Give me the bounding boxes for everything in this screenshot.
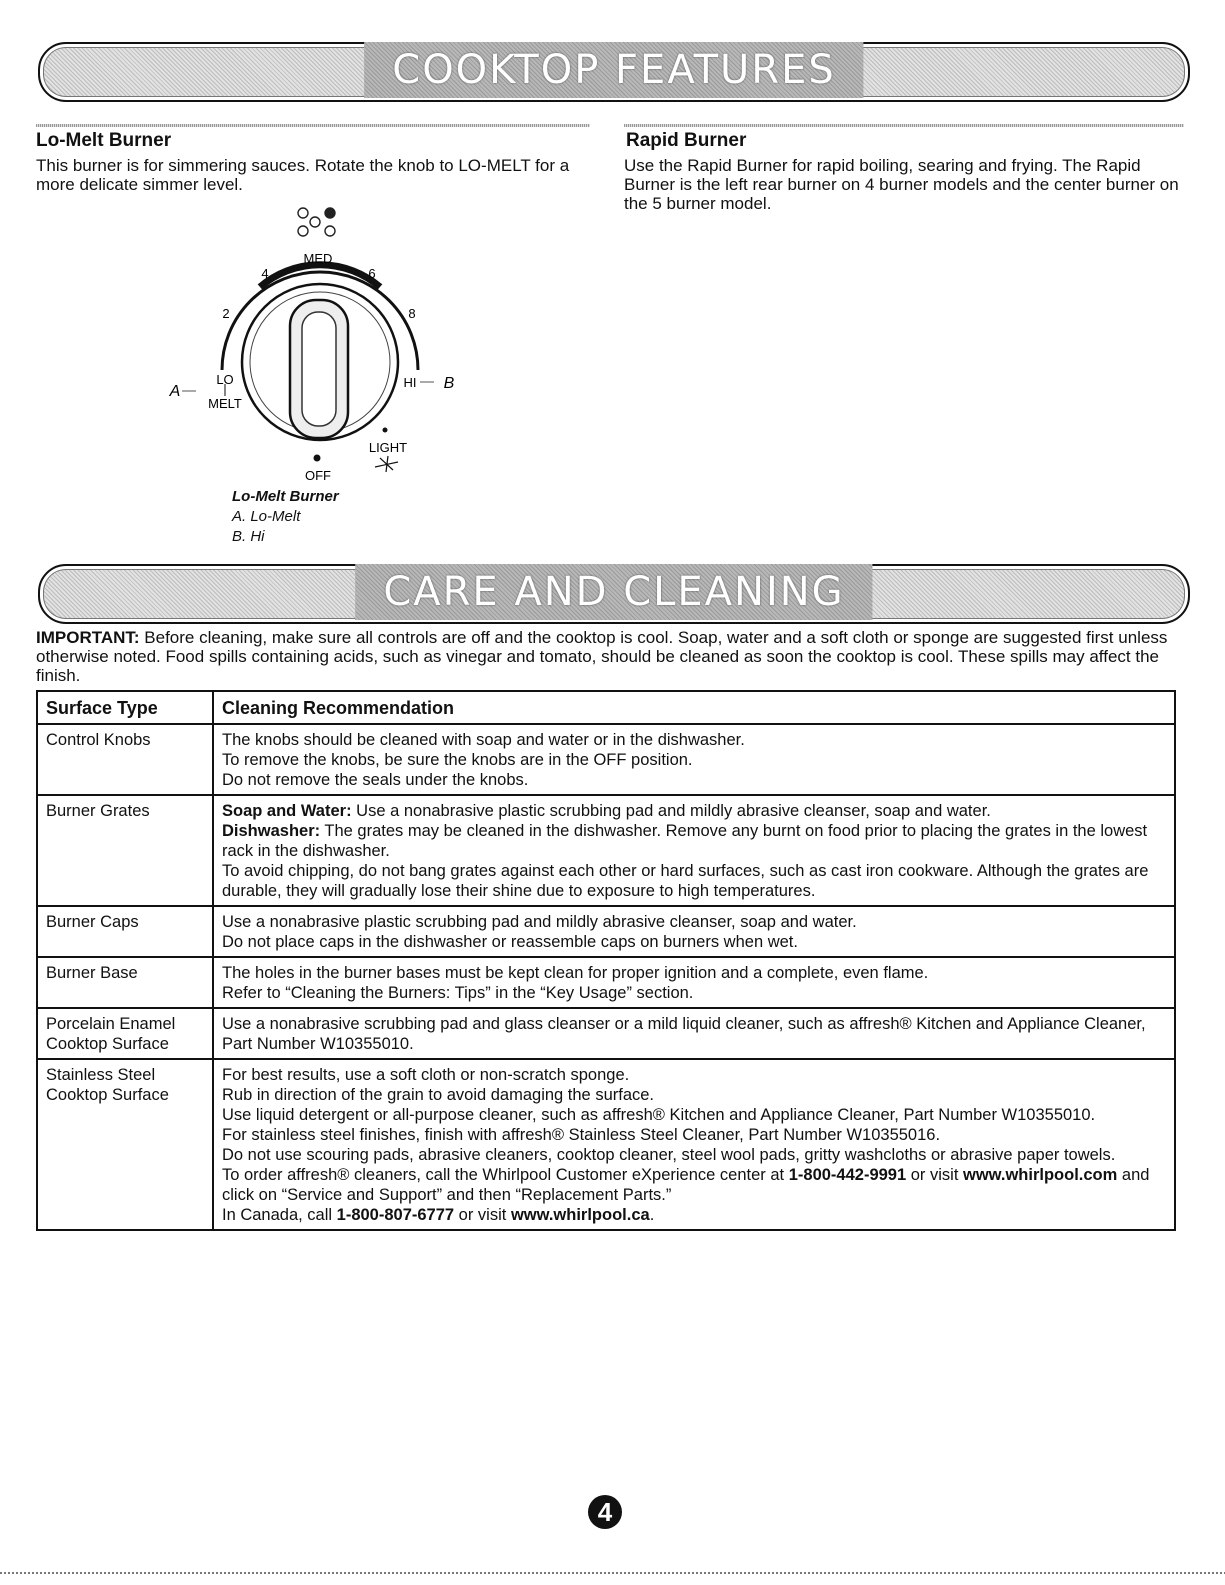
rec-burner-base <box>213 957 1175 1008</box>
table-row <box>37 906 1175 957</box>
rec-control-knobs <box>213 724 1175 795</box>
rec-line: The holes in the burner bases must be kept clean for proper ignition and a complete, even flame. <box>222 964 929 982</box>
label-4: 4 <box>261 266 269 281</box>
rec-burner-grates <box>213 795 1175 906</box>
rec-line: Do not use scouring pads, abrasive cleaners, cooktop cleaner, steel wool pads, gritty washcloths or abrasive paper towels. <box>222 1146 1116 1164</box>
rec-stainless-steel <box>213 1059 1175 1230</box>
care-cleaning-banner <box>38 564 1190 624</box>
rec-line: Do not place caps in the dishwasher or reassemble caps on burners when wet. <box>222 933 798 951</box>
lomelt-paragraph: This burner is for simmering sauces. Rotate the knob to LO-MELT for a more delicate simmer level. <box>36 156 570 194</box>
order-text: and click on “Service and Support” and then “Replacement Parts.” <box>222 1166 1150 1204</box>
canada-text: In Canada, call <box>222 1206 337 1224</box>
label-lo: LO <box>216 372 234 387</box>
cleaning-table <box>36 690 1176 1231</box>
rec-line: Refer to “Cleaning the Burners: Tips” in the “Key Usage” section. <box>222 984 694 1002</box>
label-melt: MELT <box>208 396 242 411</box>
label-light: LIGHT <box>368 440 408 455</box>
rec-line: Use a nonabrasive plastic scrubbing pad and mildly abrasive cleanser, soap and water. <box>222 913 857 931</box>
rec-line: Use liquid detergent or all-purpose cleaner, such as affresh® Kitchen and Appliance Cleaner, Part Number W10355010. <box>222 1106 1096 1124</box>
important-text: Before cleaning, make sure all controls are off and the cooktop is cool. Soap, water and a soft cloth or sponge are suggested first unless otherwise noted. Food spills containing acids, such as vinegar and tomato, should be cleaned as soon the cooktop is cool. These spills may affect the finish. <box>36 628 1168 685</box>
canada-phone-number: 1-800-807-6777 <box>336 1206 455 1224</box>
table-row <box>37 724 1175 795</box>
table-row <box>37 1059 1175 1230</box>
whirlpool-com-link[interactable]: www.whirlpool.com <box>963 1166 1118 1184</box>
page-number: 4 <box>588 1495 622 1529</box>
rec-line <box>222 1205 1166 1225</box>
rec-line: Use a nonabrasive scrubbing pad and glass cleanser or a mild liquid cleaner, such as affresh® Kitchen and Appliance Cleaner, Part Number W10355010. <box>222 1015 1146 1053</box>
surface-control-knobs: Control Knobs <box>37 724 213 795</box>
callout-a: A <box>169 383 181 400</box>
soap-water-text: Use a nonabrasive plastic scrubbing pad and mildly abrasive cleanser, soap and water. <box>351 802 991 820</box>
rec-line: Rub in direction of the grain to avoid damaging the surface. <box>222 1086 655 1104</box>
canada-text: . <box>649 1206 655 1224</box>
rec-porcelain-enamel <box>213 1008 1175 1059</box>
label-med: MED <box>303 251 333 266</box>
surface-porcelain-enamel: Porcelain Enamel Cooktop Surface <box>37 1008 213 1059</box>
spark-icon <box>375 456 398 472</box>
whirlpool-ca-link[interactable]: www.whirlpool.ca <box>510 1206 650 1224</box>
rec-line: The knobs should be cleaned with soap and water or in the dishwasher. <box>222 731 745 749</box>
us-phone-number: 1-800-442-9991 <box>788 1166 907 1184</box>
diagram-caption-a: A. Lo-Melt <box>232 508 301 525</box>
bottom-rule <box>0 1572 1225 1574</box>
order-text: To order affresh® cleaners, call the Whirlpool Customer eXperience center at <box>222 1166 789 1184</box>
rec-line: For stainless steel finishes, finish with affresh® Stainless Steel Cleaner, Part Number W10355016. <box>222 1126 941 1144</box>
rec-line: To remove the knobs, be sure the knobs are in the OFF position. <box>222 751 693 769</box>
surface-burner-base: Burner Base <box>37 957 213 1008</box>
rec-burner-caps <box>213 906 1175 957</box>
dishwasher-label: Dishwasher: <box>222 822 321 840</box>
burner-location-icon <box>298 208 335 236</box>
cooktop-features-title: COOKTOP FEATURES <box>364 42 863 98</box>
rec-line <box>222 1165 1166 1205</box>
cooktop-features-banner <box>38 42 1190 102</box>
rapid-heading: Rapid Burner <box>626 130 747 151</box>
important-label: IMPORTANT: <box>36 628 140 647</box>
callout-b: B <box>443 375 455 392</box>
diagram-caption-title: Lo-Melt Burner <box>232 488 339 505</box>
rec-line <box>222 821 1166 861</box>
label-8: 8 <box>408 306 416 321</box>
table-header-row <box>37 691 1175 724</box>
table-row <box>37 795 1175 906</box>
surface-burner-caps: Burner Caps <box>37 906 213 957</box>
label-hi: HI <box>403 375 417 390</box>
label-off: OFF <box>305 468 331 483</box>
lomelt-knob-diagram <box>160 200 480 560</box>
canada-text: or visit <box>454 1206 511 1224</box>
header-cleaning-recommendation: Cleaning Recommendation <box>213 691 1175 724</box>
section-rule-right <box>624 124 1184 127</box>
label-2: 2 <box>222 306 230 321</box>
order-text: or visit <box>906 1166 963 1184</box>
rec-line: Do not remove the seals under the knobs. <box>222 771 529 789</box>
section-rule-left <box>36 124 590 127</box>
table-row <box>37 957 1175 1008</box>
rec-line <box>222 801 1166 821</box>
rapid-paragraph: Use the Rapid Burner for rapid boiling, searing and frying. The Rapid Burner is the left rear burner on 4 burner models and the center burner on the 5 burner model. <box>624 156 1179 213</box>
lomelt-heading: Lo-Melt Burner <box>36 130 172 151</box>
dishwasher-text: The grates may be cleaned in the dishwasher. Remove any burnt on food prior to placing the grates in the lowest rack in the dishwasher. <box>222 822 1148 860</box>
label-6: 6 <box>368 266 376 281</box>
surface-burner-grates: Burner Grates <box>37 795 213 906</box>
rec-line: To avoid chipping, do not bang grates against each other or hard surfaces, such as cast iron cookware. Although the grates are durable, they will gradually lose their shine due to exposure to high temperatures. <box>222 862 1149 900</box>
rec-line: For best results, use a soft cloth or non-scratch sponge. <box>222 1066 630 1084</box>
surface-stainless-steel: Stainless Steel Cooktop Surface <box>37 1059 213 1230</box>
header-surface-type: Surface Type <box>37 691 213 724</box>
care-cleaning-title: CARE AND CLEANING <box>355 564 872 620</box>
diagram-caption-b: B. Hi <box>232 528 265 545</box>
soap-water-label: Soap and Water: <box>222 802 352 820</box>
table-row <box>37 1008 1175 1059</box>
important-paragraph <box>36 628 1176 685</box>
